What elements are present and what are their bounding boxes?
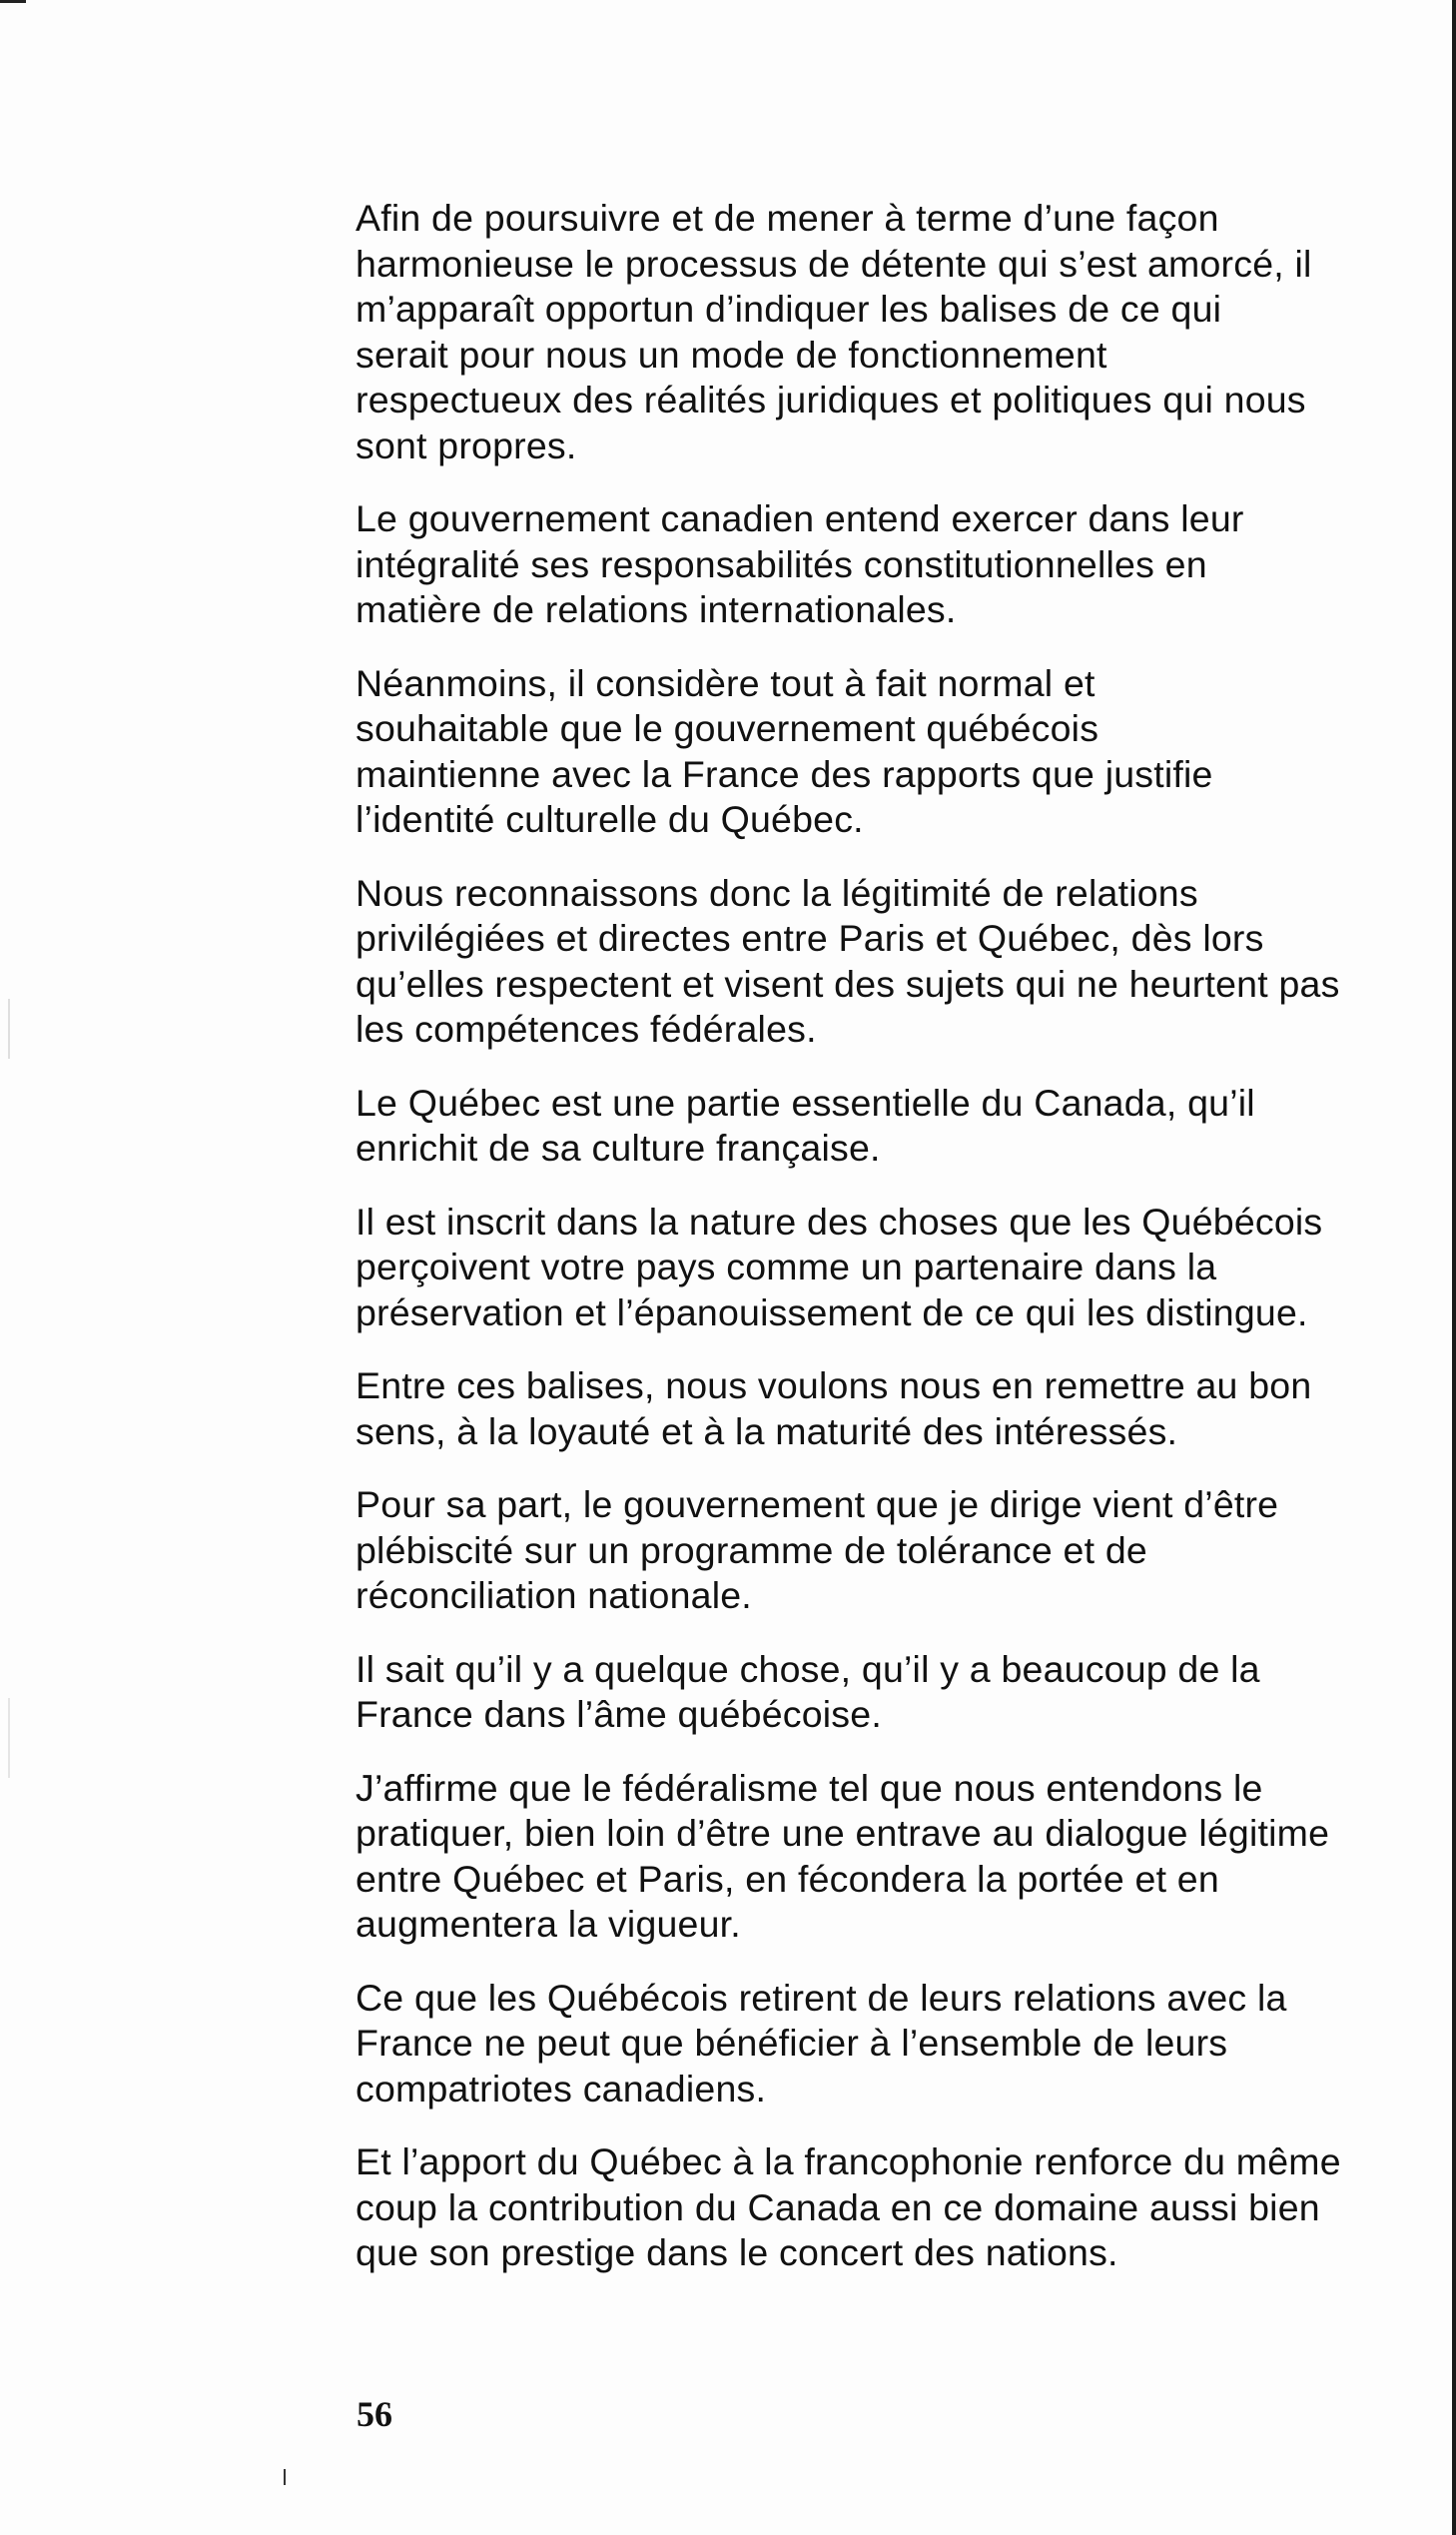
body-text (356, 196, 1354, 2304)
paragraph: J’affirme que le fédéralisme tel que nous entendons le pratiquer, bien loin d’être une entrave au dialogue légitime entre Québec et Paris, en fécondera la portée et en augmentera la vigueur. (356, 1766, 1330, 1945)
scan-speck (8, 999, 10, 1059)
scan-speck (8, 1698, 10, 1778)
paragraph: Nous reconnaissons donc la légitimité de relations privilégiées et directes entre Paris et Québec, dès lors qu’elles respectent et visent des sujets qui ne heurtent pas les compétences fédérales. (356, 871, 1340, 1050)
page-number: 56 (357, 2394, 392, 2434)
paragraph: Entre ces balises, nous voulons nous en remettre au bon sens, à la loyauté et à la maturité des intéressés. (356, 1364, 1312, 1452)
paragraph: Néanmoins, il considère tout à fait normal et souhaitable que le gouvernement québécois maintienne avec la France des rapports que justifie l’identité culturelle du Québec. (356, 661, 1213, 840)
page-edge-shadow (1452, 0, 1456, 2535)
paragraph: Afin de poursuivre et de mener à terme d’une façon harmonieuse le processus de détente qui s’est amorcé, il m’apparaît opportun d’indiquer les balises de ce qui serait pour nous un mode de fonctionnement respectueux des réalités juridiques et politiques qui nous sont propres. (356, 197, 1312, 466)
paragraph: Le gouvernement canadien entend exercer dans leur intégralité ses responsabilités constitutionnelles en matière de relations internationales. (356, 497, 1244, 630)
paragraph: Il est inscrit dans la nature des choses que les Québécois perçoivent votre pays comme un partenaire dans la préservation et l’épanouissement de ce qui les distingue. (356, 1200, 1323, 1333)
paragraph: Pour sa part, le gouvernement que je dirige vient d’être plébiscité sur un programme de tolérance et de réconciliation nationale. (356, 1483, 1279, 1616)
paragraph: Ce que les Québécois retirent de leurs relations avec la France ne peut que bénéficier à l’ensemble de leurs compatriotes canadiens. (356, 1976, 1287, 2110)
paragraph: Il sait qu’il y a quelque chose, qu’il y a beaucoup de la France dans l’âme québécoise. (356, 1647, 1260, 1735)
paragraph: Et l’apport du Québec à la francophonie renforce du même coup la contribution du Canada en ce domaine aussi bien que son prestige dans le concert des nations. (356, 2140, 1341, 2273)
corner-scan-mark (0, 0, 26, 3)
margin-tick-mark (284, 2469, 286, 2485)
paragraph: Le Québec est une partie essentielle du Canada, qu’il enrichit de sa culture française. (356, 1081, 1255, 1169)
